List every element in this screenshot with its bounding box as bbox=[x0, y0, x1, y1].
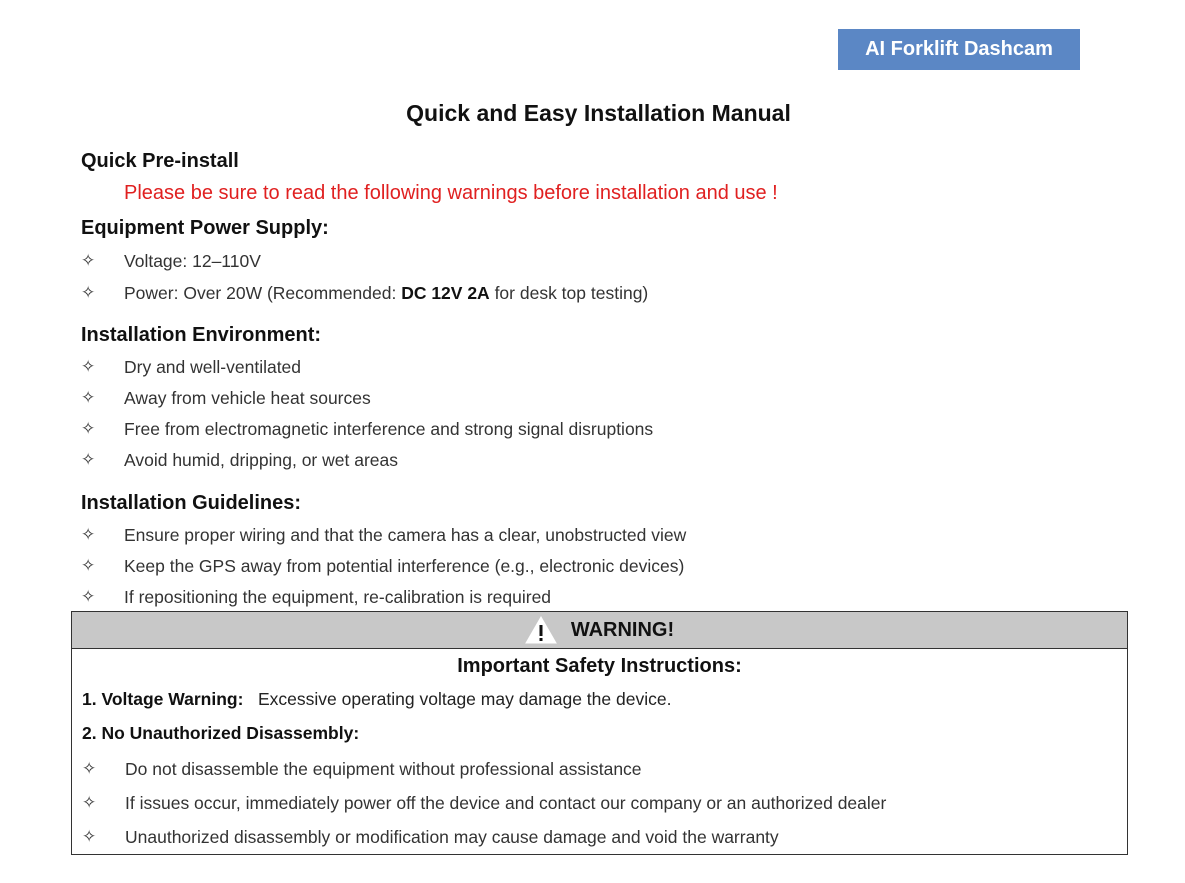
star-bullet-icon: ✧ bbox=[81, 419, 96, 438]
brand-tag: AI Forklift Dashcam bbox=[838, 29, 1080, 70]
numbered-item-text: Excessive operating voltage may damage the device. bbox=[258, 689, 672, 709]
safety-item: Do not disassemble the equipment without professional assistance bbox=[125, 758, 642, 779]
pre-install-warning: Please be sure to read the following warnings before installation and use ! bbox=[124, 182, 778, 204]
list-item bbox=[81, 280, 648, 306]
safety-item: If issues occur, immediately power off the device and contact our company or an authorized dealer bbox=[125, 792, 887, 813]
list-item bbox=[82, 790, 886, 816]
page-title: Quick and Easy Installation Manual bbox=[406, 100, 791, 126]
star-bullet-icon: ✧ bbox=[82, 759, 97, 778]
list-item bbox=[81, 522, 686, 548]
safety-title: Important Safety Instructions: bbox=[457, 655, 742, 677]
list-item bbox=[81, 553, 684, 579]
power-suffix: for desk top testing) bbox=[489, 282, 649, 303]
list-item bbox=[81, 447, 398, 473]
warning-header-text: WARNING! bbox=[570, 618, 675, 641]
star-bullet-icon: ✧ bbox=[81, 587, 96, 606]
list-item bbox=[81, 248, 261, 274]
environment-heading: Installation Environment: bbox=[81, 324, 322, 346]
star-bullet-icon: ✧ bbox=[81, 357, 96, 376]
star-bullet-icon: ✧ bbox=[81, 450, 96, 469]
numbered-item-label: 2. No Unauthorized Disassembly: bbox=[82, 723, 360, 743]
power-text bbox=[124, 283, 648, 304]
warning-header bbox=[72, 612, 1127, 649]
environment-item: Dry and well-ventilated bbox=[124, 356, 302, 377]
environment-item: Avoid humid, dripping, or wet areas bbox=[124, 449, 398, 470]
star-bullet-icon: ✧ bbox=[81, 525, 96, 544]
warning-box bbox=[71, 611, 1128, 855]
list-item bbox=[81, 385, 371, 411]
list-item bbox=[81, 416, 653, 442]
warning-triangle-icon bbox=[525, 616, 557, 644]
numbered-item bbox=[82, 723, 359, 744]
list-item bbox=[81, 354, 301, 380]
list-item bbox=[82, 824, 779, 850]
star-bullet-icon: ✧ bbox=[81, 283, 96, 302]
numbered-item bbox=[82, 689, 671, 710]
guidelines-heading: Installation Guidelines: bbox=[81, 492, 302, 514]
star-bullet-icon: ✧ bbox=[82, 827, 97, 846]
guideline-item: If repositioning the equipment, re-calibration is required bbox=[124, 586, 552, 607]
power-supply-heading: Equipment Power Supply: bbox=[81, 217, 329, 239]
star-bullet-icon: ✧ bbox=[82, 793, 97, 812]
pre-install-heading: Quick Pre-install bbox=[81, 150, 239, 172]
safety-item: Unauthorized disassembly or modification may cause damage and void the warranty bbox=[125, 826, 779, 847]
guideline-item: Ensure proper wiring and that the camera has a clear, unobstructed view bbox=[124, 524, 687, 545]
numbered-item-label: 1. Voltage Warning: bbox=[82, 689, 244, 709]
power-recommended: DC 12V 2A bbox=[401, 282, 490, 303]
list-item bbox=[82, 756, 642, 782]
environment-item: Free from electromagnetic interference and strong signal disruptions bbox=[124, 418, 654, 439]
power-prefix: Power: Over 20W (Recommended: bbox=[124, 282, 402, 303]
star-bullet-icon: ✧ bbox=[81, 251, 96, 270]
star-bullet-icon: ✧ bbox=[81, 556, 96, 575]
guideline-item: Keep the GPS away from potential interference (e.g., electronic devices) bbox=[124, 555, 685, 576]
environment-item: Away from vehicle heat sources bbox=[124, 387, 371, 408]
star-bullet-icon: ✧ bbox=[81, 388, 96, 407]
list-item bbox=[81, 584, 551, 610]
voltage-text: Voltage: 12–110V bbox=[124, 250, 261, 271]
